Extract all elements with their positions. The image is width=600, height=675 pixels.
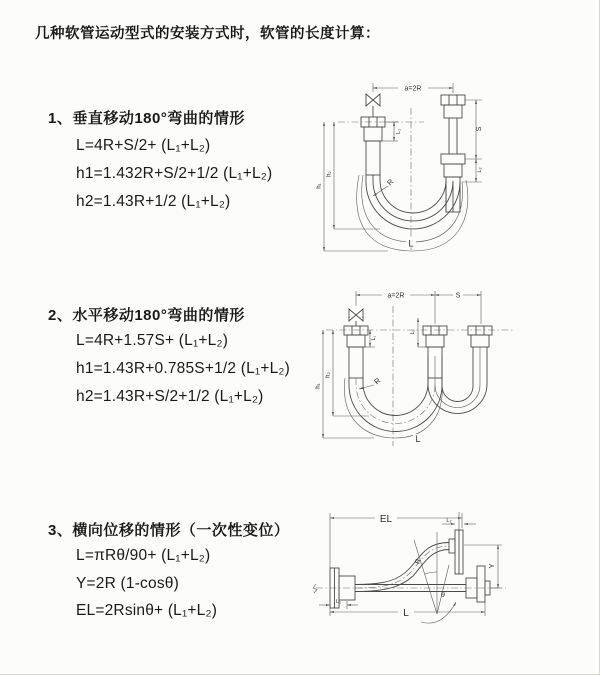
dim-span-label: a=2R: [387, 292, 405, 300]
dim-l1-label: L₁: [371, 335, 377, 341]
valve-icon: [366, 94, 380, 117]
section-2-heading: 2、水平移动180°弯曲的情形: [48, 307, 245, 324]
formula-2-3: h2=1.43R+S/2+1/2 (L₁+L₂): [76, 388, 264, 405]
l1-dimension: [319, 599, 358, 609]
centerline-break-mark: [313, 584, 317, 593]
valve-icon: [349, 309, 363, 326]
dim-l2-label: L₂: [446, 518, 452, 524]
section-1-heading: 1、垂直移动180°弯曲的情形: [48, 110, 245, 127]
formula-2-1: L=4R+1.57S+ (L₁+L₂): [76, 332, 229, 349]
dim-l1-label: L₁: [336, 599, 341, 605]
length-label-group: [413, 434, 424, 444]
dim-s-label: S: [455, 292, 461, 300]
dim-length-label: L: [403, 608, 409, 619]
dim-radius-label: R: [414, 557, 423, 566]
hose-left-u: [344, 375, 442, 438]
diagram-lateral-displacement: [306, 502, 598, 632]
section-3-heading: 3、横向位移的情形（一次性变位）: [48, 522, 290, 539]
dim-el-label: EL: [379, 514, 393, 525]
dim-radius-label: R: [372, 375, 383, 387]
formula-2-2: h1=1.43R+0.785S+1/2 (L₁+L₂): [76, 360, 290, 377]
dim-length-label: L: [408, 238, 414, 249]
right-fitting-displaced: [468, 326, 492, 347]
dim-span-label: a=2R: [404, 85, 422, 93]
dim-y-label: Y: [487, 563, 496, 569]
span-dimensions: [356, 291, 481, 324]
radius-callout: [373, 177, 396, 196]
y-dimension: [464, 545, 502, 588]
dim-l2-label: L₂: [477, 167, 483, 173]
diagram-horizontal-180-bend: [314, 286, 590, 458]
left-fitting: [361, 117, 385, 175]
formula-1-3: h2=1.43R+1/2 (L₁+L₂): [76, 193, 231, 210]
right-flange: [466, 566, 490, 602]
formula-3-1: L=πRθ/90+ (L₁+L₂): [76, 547, 211, 564]
formula-1-2: h1=1.432R+S/2+1/2 (L₁+L₂): [76, 165, 273, 182]
el-dimension: [330, 513, 462, 569]
l1-dimension: [365, 330, 377, 347]
dim-h1-label: h₁: [315, 383, 322, 389]
page-title: 几种软管运动型式的安装方式时，软管的长度计算：: [35, 26, 380, 42]
dim-length-label: L: [415, 434, 421, 444]
dim-s-label: S: [476, 126, 483, 132]
dim-theta-label: θ: [441, 592, 445, 599]
hose-right-u-displaced: [428, 347, 487, 413]
dim-l1-label: L₁: [396, 129, 402, 134]
dim-h2-label: h₂: [325, 372, 332, 378]
s-l2-dimensions: [462, 100, 483, 182]
span-dimension: [373, 83, 453, 93]
angle-construction: [414, 532, 456, 623]
l2-dimension: [410, 318, 426, 347]
dim-l2-label: L₂: [410, 329, 416, 335]
formula-3-2: Y=2R (1-cosθ): [76, 575, 179, 592]
dim-h1-label: h₁: [316, 183, 323, 189]
dim-h2-label: h₂: [326, 171, 333, 177]
length-label-group: [406, 239, 416, 249]
formula-1-1: L=4R+S/2+ (L₁+L₂): [76, 137, 211, 154]
diagram-vertical-180-bend: [316, 70, 588, 256]
formula-3-3: EL=2Rsinθ+ (L₁+L₂): [76, 602, 218, 619]
bottom-length-dimension: [330, 602, 485, 619]
left-fitting: [344, 326, 368, 378]
dim-radius-label: R: [385, 177, 396, 188]
